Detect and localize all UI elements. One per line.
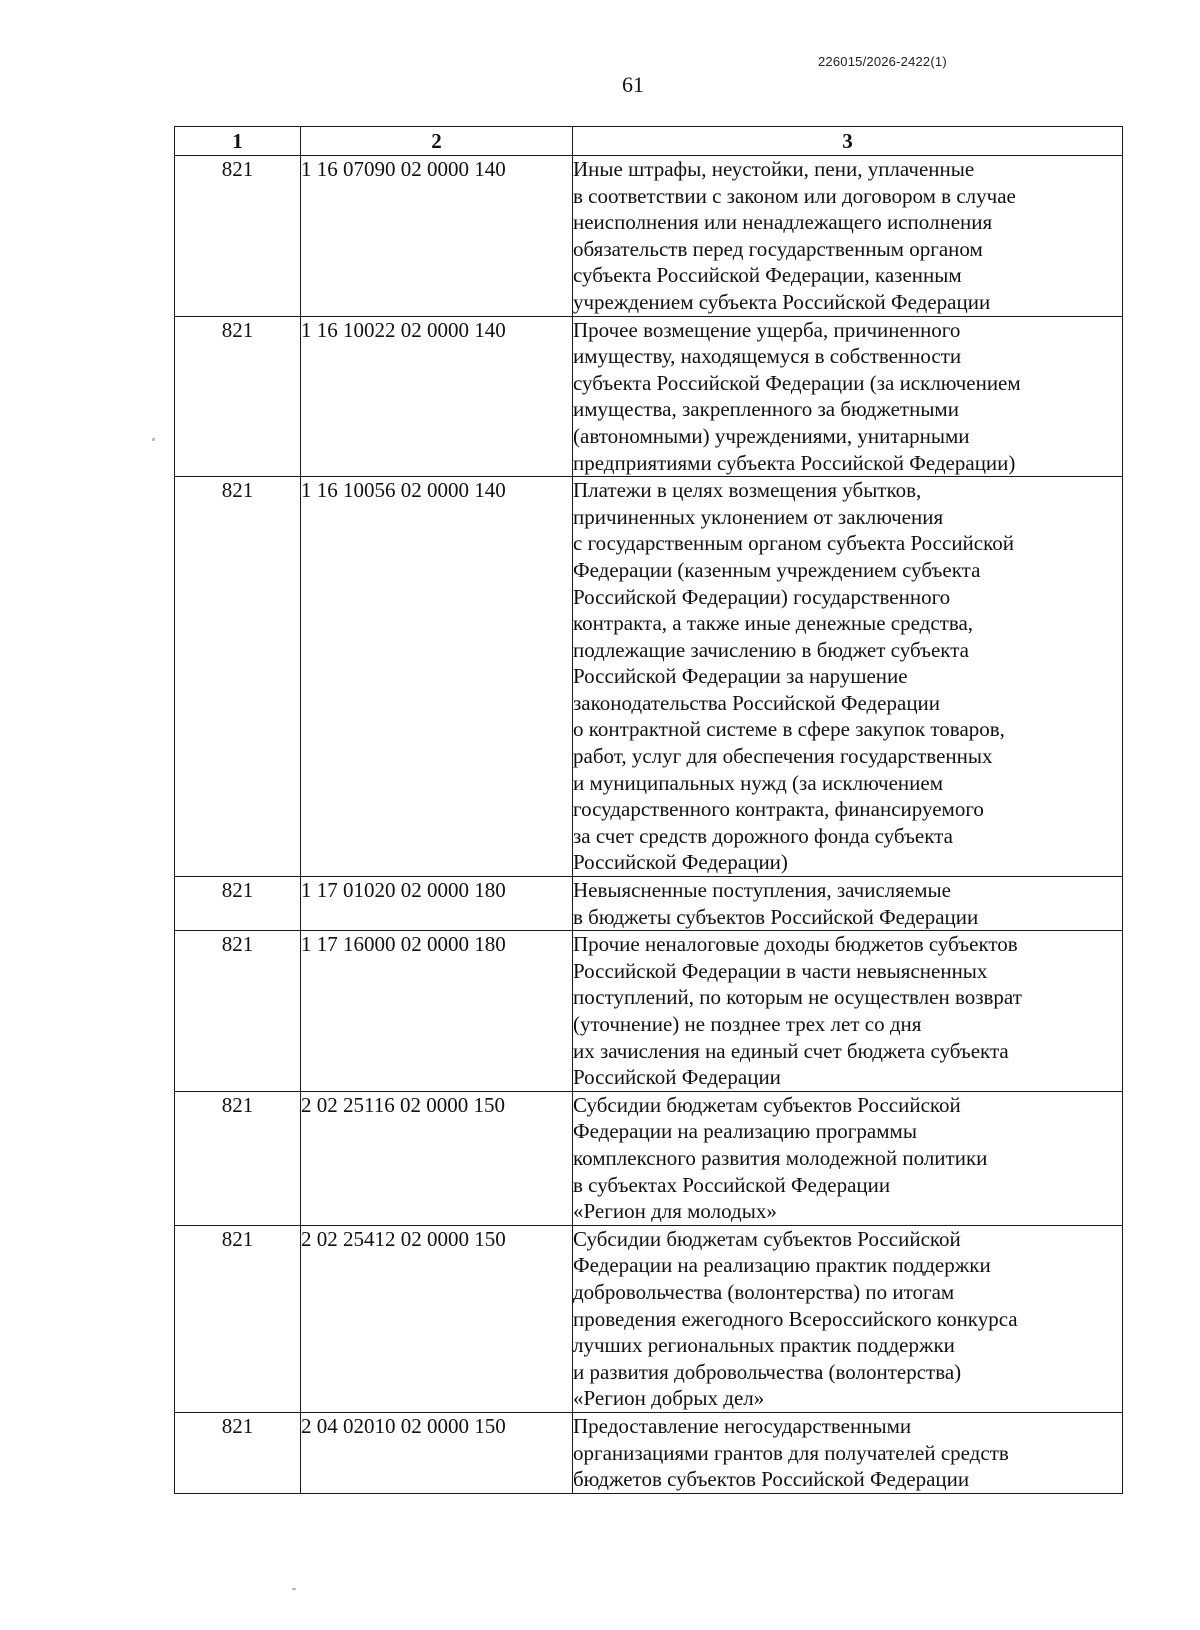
column-header-3: 3 [573,127,1123,156]
income-name-cell [573,1091,1123,1225]
income-name-line: за счет средств дорожного фонда субъекта [573,823,953,848]
income-name-line: в соответствии с законом или договором в случае [573,183,1016,208]
income-name-line: субъекта Российской Федерации (за исключением [573,370,1021,395]
income-name-line: предприятиями субъекта Российской Федерации) [573,450,1016,475]
budget-code-cell: 1 16 10056 02 0000 140 [301,477,573,877]
income-name-line: Российской Федерации за нарушение [573,664,908,689]
income-name-line: и муниципальных нужд (за исключением [573,770,943,795]
budget-code-cell: 1 16 10022 02 0000 140 [301,316,573,477]
admin-code-cell: 821 [175,156,301,317]
table-header [175,127,1123,156]
budget-code-cell: 1 17 01020 02 0000 180 [301,877,573,931]
income-name-line: причиненных уклонением от заключения [573,504,944,529]
admin-code-cell: 821 [175,931,301,1092]
income-name-line: неисполнения или ненадлежащего исполнения [573,210,993,235]
income-name-line: подлежащие зачислению в бюджет субъекта [573,637,969,662]
admin-code-cell: 821 [175,316,301,477]
income-name-line: Российской Федерации) [573,850,788,875]
admin-code-cell: 821 [175,1412,301,1493]
header-row [175,127,1123,156]
document-id: 226015/2026-2422(1) [818,54,947,69]
income-name-line: (автономными) учреждениями, унитарными [573,423,970,448]
table-row [175,1091,1123,1225]
income-name-line: учреждением субъекта Российской Федерации [573,289,991,314]
income-name-line: комплексного развития молодежной политики [573,1145,988,1170]
table-row [175,1412,1123,1493]
income-name-line: Невыясненные поступления, зачисляемые [573,878,951,903]
budget-code-cell: 2 04 02010 02 0000 150 [301,1412,573,1493]
income-name-line: Субсидии бюджетам субъектов Российской [573,1092,961,1117]
income-name-line: Федерации на реализацию программы [573,1119,917,1144]
income-name-cell [573,477,1123,877]
admin-code-cell: 821 [175,1225,301,1412]
table-row [175,156,1123,317]
table-row [175,477,1123,877]
income-name-cell [573,1225,1123,1412]
income-name-line: Иные штрафы, неустойки, пени, уплаченные [573,157,975,181]
income-name-line: в субъектах Российской Федерации [573,1172,891,1197]
admin-code-cell: 821 [175,877,301,931]
income-name-cell [573,931,1123,1092]
budget-code-cell: 1 16 07090 02 0000 140 [301,156,573,317]
income-name-line: в бюджеты субъектов Российской Федерации [573,904,979,929]
scan-speck [152,438,155,441]
income-name-line: работ, услуг для обеспечения государственных [573,744,993,769]
income-name-line: контракта, а также иные денежные средства, [573,611,974,636]
income-name-line: субъекта Российской Федерации, казенным [573,263,962,288]
budget-code-cell: 1 17 16000 02 0000 180 [301,931,573,1092]
income-name-line: с государственным органом субъекта Российской [573,531,1014,556]
income-name-line: Российской Федерации [573,1065,781,1090]
table-row [175,877,1123,931]
budget-code-cell: 2 02 25412 02 0000 150 [301,1225,573,1412]
income-name-line: государственного контракта, финансируемого [573,797,984,822]
income-name-line: «Регион для молодых» [573,1199,777,1224]
column-header-1: 1 [175,127,301,156]
income-name-line: Предоставление негосударственными [573,1413,912,1438]
income-name-cell [573,1412,1123,1493]
income-name-line: Субсидии бюджетам субъектов Российской [573,1226,961,1251]
income-name-line: их зачисления на единый счет бюджета субъекта [573,1038,1009,1063]
budget-code-cell: 2 02 25116 02 0000 150 [301,1091,573,1225]
page-number: 61 [622,72,644,97]
income-name-line: Прочие неналоговые доходы бюджетов субъектов [573,932,1018,957]
admin-code-cell: 821 [175,1091,301,1225]
income-name-cell [573,877,1123,931]
income-name-line: проведения ежегодного Всероссийского конкурса [573,1306,1018,1331]
income-name-line: Федерации на реализацию практик поддержки [573,1253,991,1278]
income-name-line: «Регион добрых дел» [573,1386,765,1411]
income-name-cell [573,316,1123,477]
income-name-line: Российской Федерации в части невыясненных [573,958,988,983]
income-name-line: о контрактной системе в сфере закупок товаров, [573,717,1005,742]
scan-speck [292,1588,296,1590]
income-name-line: и развития добровольчества (волонтерства) [573,1359,962,1384]
income-name-line: поступлений, по которым не осуществлен возврат [573,985,1022,1010]
income-name-line: имуществу, находящемуся в собственности [573,344,962,369]
income-name-line: Российской Федерации) государственного [573,584,951,609]
income-name-line: (уточнение) не позднее трех лет со дня [573,1012,922,1036]
table-row [175,316,1123,477]
income-name-line: лучших региональных практик поддержки [573,1333,955,1358]
table-body [175,156,1123,1494]
table-row [175,931,1123,1092]
income-name-line: Прочее возмещение ущерба, причиненного [573,317,961,342]
income-name-line: Федерации (казенным учреждением субъекта [573,557,981,582]
admin-code-cell: 821 [175,477,301,877]
income-name-line: имущества, закрепленного за бюджетными [573,397,959,422]
income-name-line: законодательства Российской Федерации [573,690,941,715]
column-header-2: 2 [301,127,573,156]
income-name-cell [573,156,1123,317]
budget-codes-table [174,126,1123,1494]
income-name-line: Платежи в целях возмещения убытков, [573,478,922,503]
income-name-line: бюджетов субъектов Российской Федерации [573,1467,970,1492]
income-name-line: добровольчества (волонтерства) по итогам [573,1279,955,1304]
income-name-line: организациями грантов для получателей средств [573,1440,1009,1465]
income-name-line: обязательств перед государственным органом [573,236,983,261]
table-row [175,1225,1123,1412]
